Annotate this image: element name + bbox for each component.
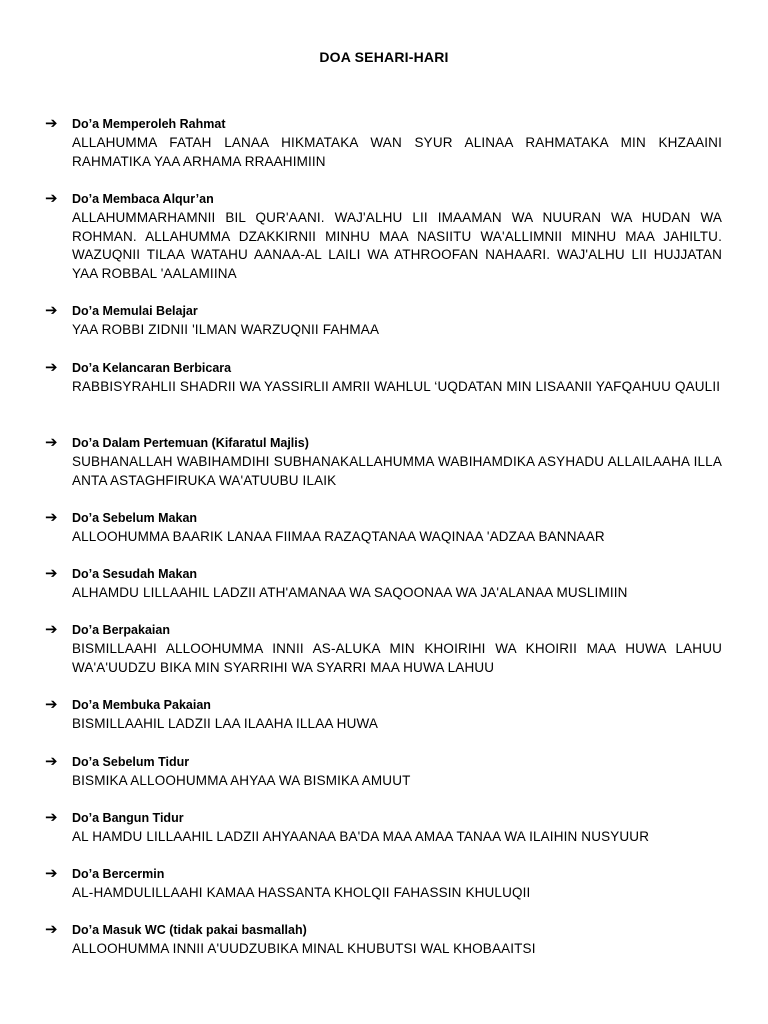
right-arrow-icon: ➔ (45, 864, 58, 882)
prayer-heading: Do’a Memperoleh Rahmat (72, 117, 226, 131)
prayer-text: AL HAMDU LILLAAHIL LADZII AHYAANAA BA'DA MAA AMAA TANAA WA ILAIHIN NUSYUUR (72, 829, 650, 844)
prayer-heading: Do’a Sebelum Makan (72, 511, 198, 525)
right-arrow-icon: ➔ (45, 620, 58, 638)
right-arrow-icon: ➔ (45, 808, 58, 826)
right-arrow-icon: ➔ (45, 920, 58, 938)
prayer-text: BISMIKA ALLOOHUMMA AHYAA WA BISMIKA AMUUT (72, 773, 411, 788)
prayer-heading: Do’a Kelancaran Berbicara (72, 361, 232, 375)
prayer-text: ALLAHUMMARHAMNII BIL QUR'AANI. WAJ'ALHU LII IMAAMAN WA NUURAN WA HUDAN WA ROHMAN. ALLAHUMMA DZAKKIRNII MINHU MAA NASIITU WA'ALLIMNII MINHU MAA JAHILTU. WAZUQNII TILAA WATAHU AANAA-AL LAILI WA ATHROOFAN NAHAARI. WAJ'ALHU LII HUJJATAN YAA ROBBAL 'AALAMIINA (72, 210, 722, 281)
prayer-heading: Do’a Berpakaian (72, 623, 170, 637)
right-arrow-icon: ➔ (45, 433, 58, 451)
prayer-heading: Do’a Sesudah Makan (72, 567, 198, 581)
right-arrow-icon: ➔ (45, 189, 58, 207)
right-arrow-icon: ➔ (45, 301, 58, 319)
prayer-heading: Do’a Bercermin (72, 867, 165, 881)
prayer-heading: Do’a Membaca Alqur’an (72, 192, 214, 206)
right-arrow-icon: ➔ (45, 752, 58, 770)
prayer-text: ALHAMDU LILLAAHIL LADZII ATH'AMANAA WA SAQOONAA WA JA'ALANAA MUSLIMIIN (72, 585, 628, 600)
page-title: DOA SEHARI-HARI (319, 49, 449, 65)
right-arrow-icon: ➔ (45, 508, 58, 526)
prayer-text: ALLOOHUMMA BAARIK LANAA FIIMAA RAZAQTANAA WAQINAA 'ADZAA BANNAAR (72, 529, 605, 544)
prayer-heading: Do’a Dalam Pertemuan (Kifaratul Majlis) (72, 436, 309, 450)
prayer-text: AL-HAMDULILLAAHI KAMAA HASSANTA KHOLQII FAHASSIN KHULUQII (72, 885, 531, 900)
prayer-text: BISMILLAAHIL LADZII LAA ILAAHA ILLAA HUWA (72, 716, 379, 731)
prayer-text: BISMILLAAHI ALLOOHUMMA INNII AS-ALUKA MIN KHOIRIHI WA KHOIRII MAA HUWA LAHUU WA'A'UUDZU BIKA MIN SYARRIHI WA SYARRI MAA HUWA LAHUU (72, 641, 722, 675)
prayer-text: SUBHANALLAH WABIHAMDIHI SUBHANAKALLAHUMMA WABIHAMDIKA ASYHADU ALLAILAAHA ILLA ANTA ASTAGHFIRUKA WA'ATUUBU ILAIK (72, 454, 722, 488)
prayer-heading: Do’a Masuk WC (tidak pakai basmallah) (72, 923, 307, 937)
prayer-text: ALLOOHUMMA INNII A'UUDZUBIKA MINAL KHUBUTSI WAL KHOBAAITSI (72, 941, 536, 956)
right-arrow-icon: ➔ (45, 695, 58, 713)
prayer-heading: Do’a Sebelum Tidur (72, 755, 190, 769)
prayer-heading: Do’a Membuka Pakaian (72, 698, 211, 712)
prayer-heading: Do’a Memulai Belajar (72, 304, 198, 318)
prayer-text: ALLAHUMMA FATAH LANAA HIKMATAKA WAN SYUR ALINAA RAHMATAKA MIN KHZAAINI RAHMATIKA YAA ARHAMA RRAAHIMIIN (72, 135, 722, 169)
right-arrow-icon: ➔ (45, 358, 58, 376)
right-arrow-icon: ➔ (45, 564, 58, 582)
prayer-heading: Do’a Bangun Tidur (72, 811, 184, 825)
prayer-text: RABBISYRAHLII SHADRII WA YASSIRLII AMRII WAHLUL ‘UQDATAN MIN LISAANII YAFQAHUU QAULII (72, 379, 721, 394)
prayer-text: YAA ROBBI ZIDNII 'ILMAN WARZUQNII FAHMAA (72, 322, 380, 337)
right-arrow-icon: ➔ (45, 114, 58, 132)
